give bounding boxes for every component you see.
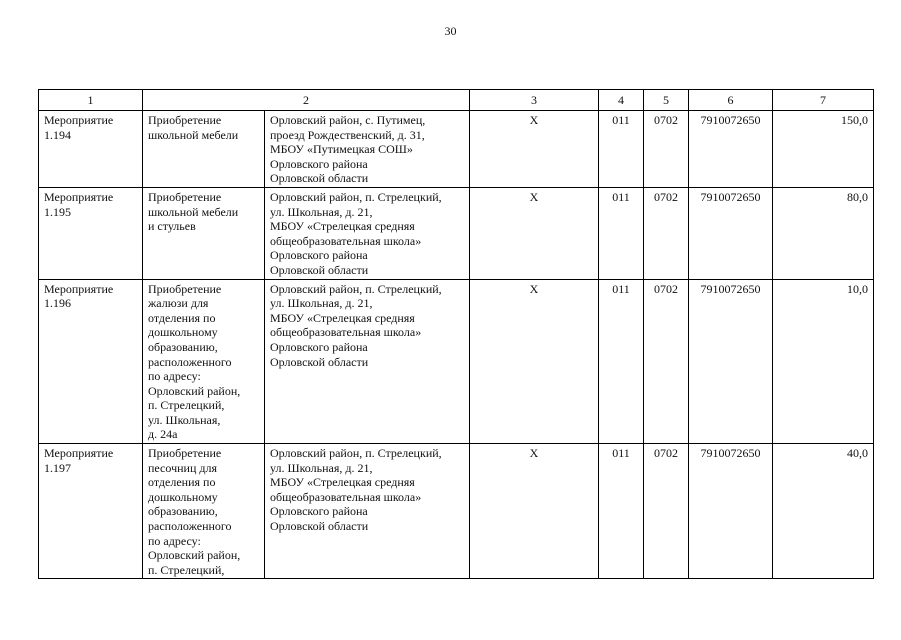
row-place: Орловский район, с. Путимец, проезд Рождественский, д. 31, МБОУ «Путимецкая СОШ» Орловского района Орловской области [265,111,470,188]
row-col3: Х [470,444,599,579]
row-place: Орловский район, п. Стрелецкий, ул. Школьная, д. 21, МБОУ «Стрелецкая средняя общеобразовательная школа» Орловского района Орловской области [265,279,470,444]
table-row [39,279,874,444]
table-row [39,187,874,279]
header-col-1: 1 [39,90,143,111]
header-col-2: 2 [143,90,470,111]
row-col6: 7910072650 [689,111,773,188]
row-col4: 011 [599,444,644,579]
row-name: Приобретение песочниц для отделения по дошкольному образованию, расположенного по адресу: Орловский район, п. Стрелецкий, [143,444,265,579]
row-id: Мероприятие 1.196 [39,279,143,444]
header-col-5: 5 [644,90,689,111]
table-row [39,444,874,579]
row-id: Мероприятие 1.194 [39,111,143,188]
row-col7: 150,0 [773,111,874,188]
header-col-3: 3 [470,90,599,111]
table-row [39,111,874,188]
row-col5: 0702 [644,187,689,279]
row-col5: 0702 [644,279,689,444]
row-col3: Х [470,111,599,188]
row-col5: 0702 [644,444,689,579]
row-col6: 7910072650 [689,279,773,444]
row-col6: 7910072650 [689,187,773,279]
row-id: Мероприятие 1.197 [39,444,143,579]
budget-table [38,89,874,579]
row-id: Мероприятие 1.195 [39,187,143,279]
row-col7: 80,0 [773,187,874,279]
row-col4: 011 [599,187,644,279]
row-col5: 0702 [644,111,689,188]
row-col3: Х [470,187,599,279]
header-col-7: 7 [773,90,874,111]
header-col-4: 4 [599,90,644,111]
header-col-6: 6 [689,90,773,111]
row-place: Орловский район, п. Стрелецкий, ул. Школьная, д. 21, МБОУ «Стрелецкая средняя общеобразовательная школа» Орловского района Орловской области [265,444,470,579]
row-col4: 011 [599,111,644,188]
row-col6: 7910072650 [689,444,773,579]
row-col3: Х [470,279,599,444]
page-number: 30 [444,24,457,38]
row-col7: 40,0 [773,444,874,579]
row-place: Орловский район, п. Стрелецкий, ул. Школьная, д. 21, МБОУ «Стрелецкая средняя общеобразовательная школа» Орловского района Орловской области [265,187,470,279]
table-header-row [39,90,874,111]
row-col4: 011 [599,279,644,444]
row-name: Приобретение школьной мебели и стульев [143,187,265,279]
row-name: Приобретение жалюзи для отделения по дошкольному образованию, расположенного по адресу: Орловский район, п. Стрелецкий, ул. Школьная, д. 24а [143,279,265,444]
row-name: Приобретение школьной мебели [143,111,265,188]
row-col7: 10,0 [773,279,874,444]
